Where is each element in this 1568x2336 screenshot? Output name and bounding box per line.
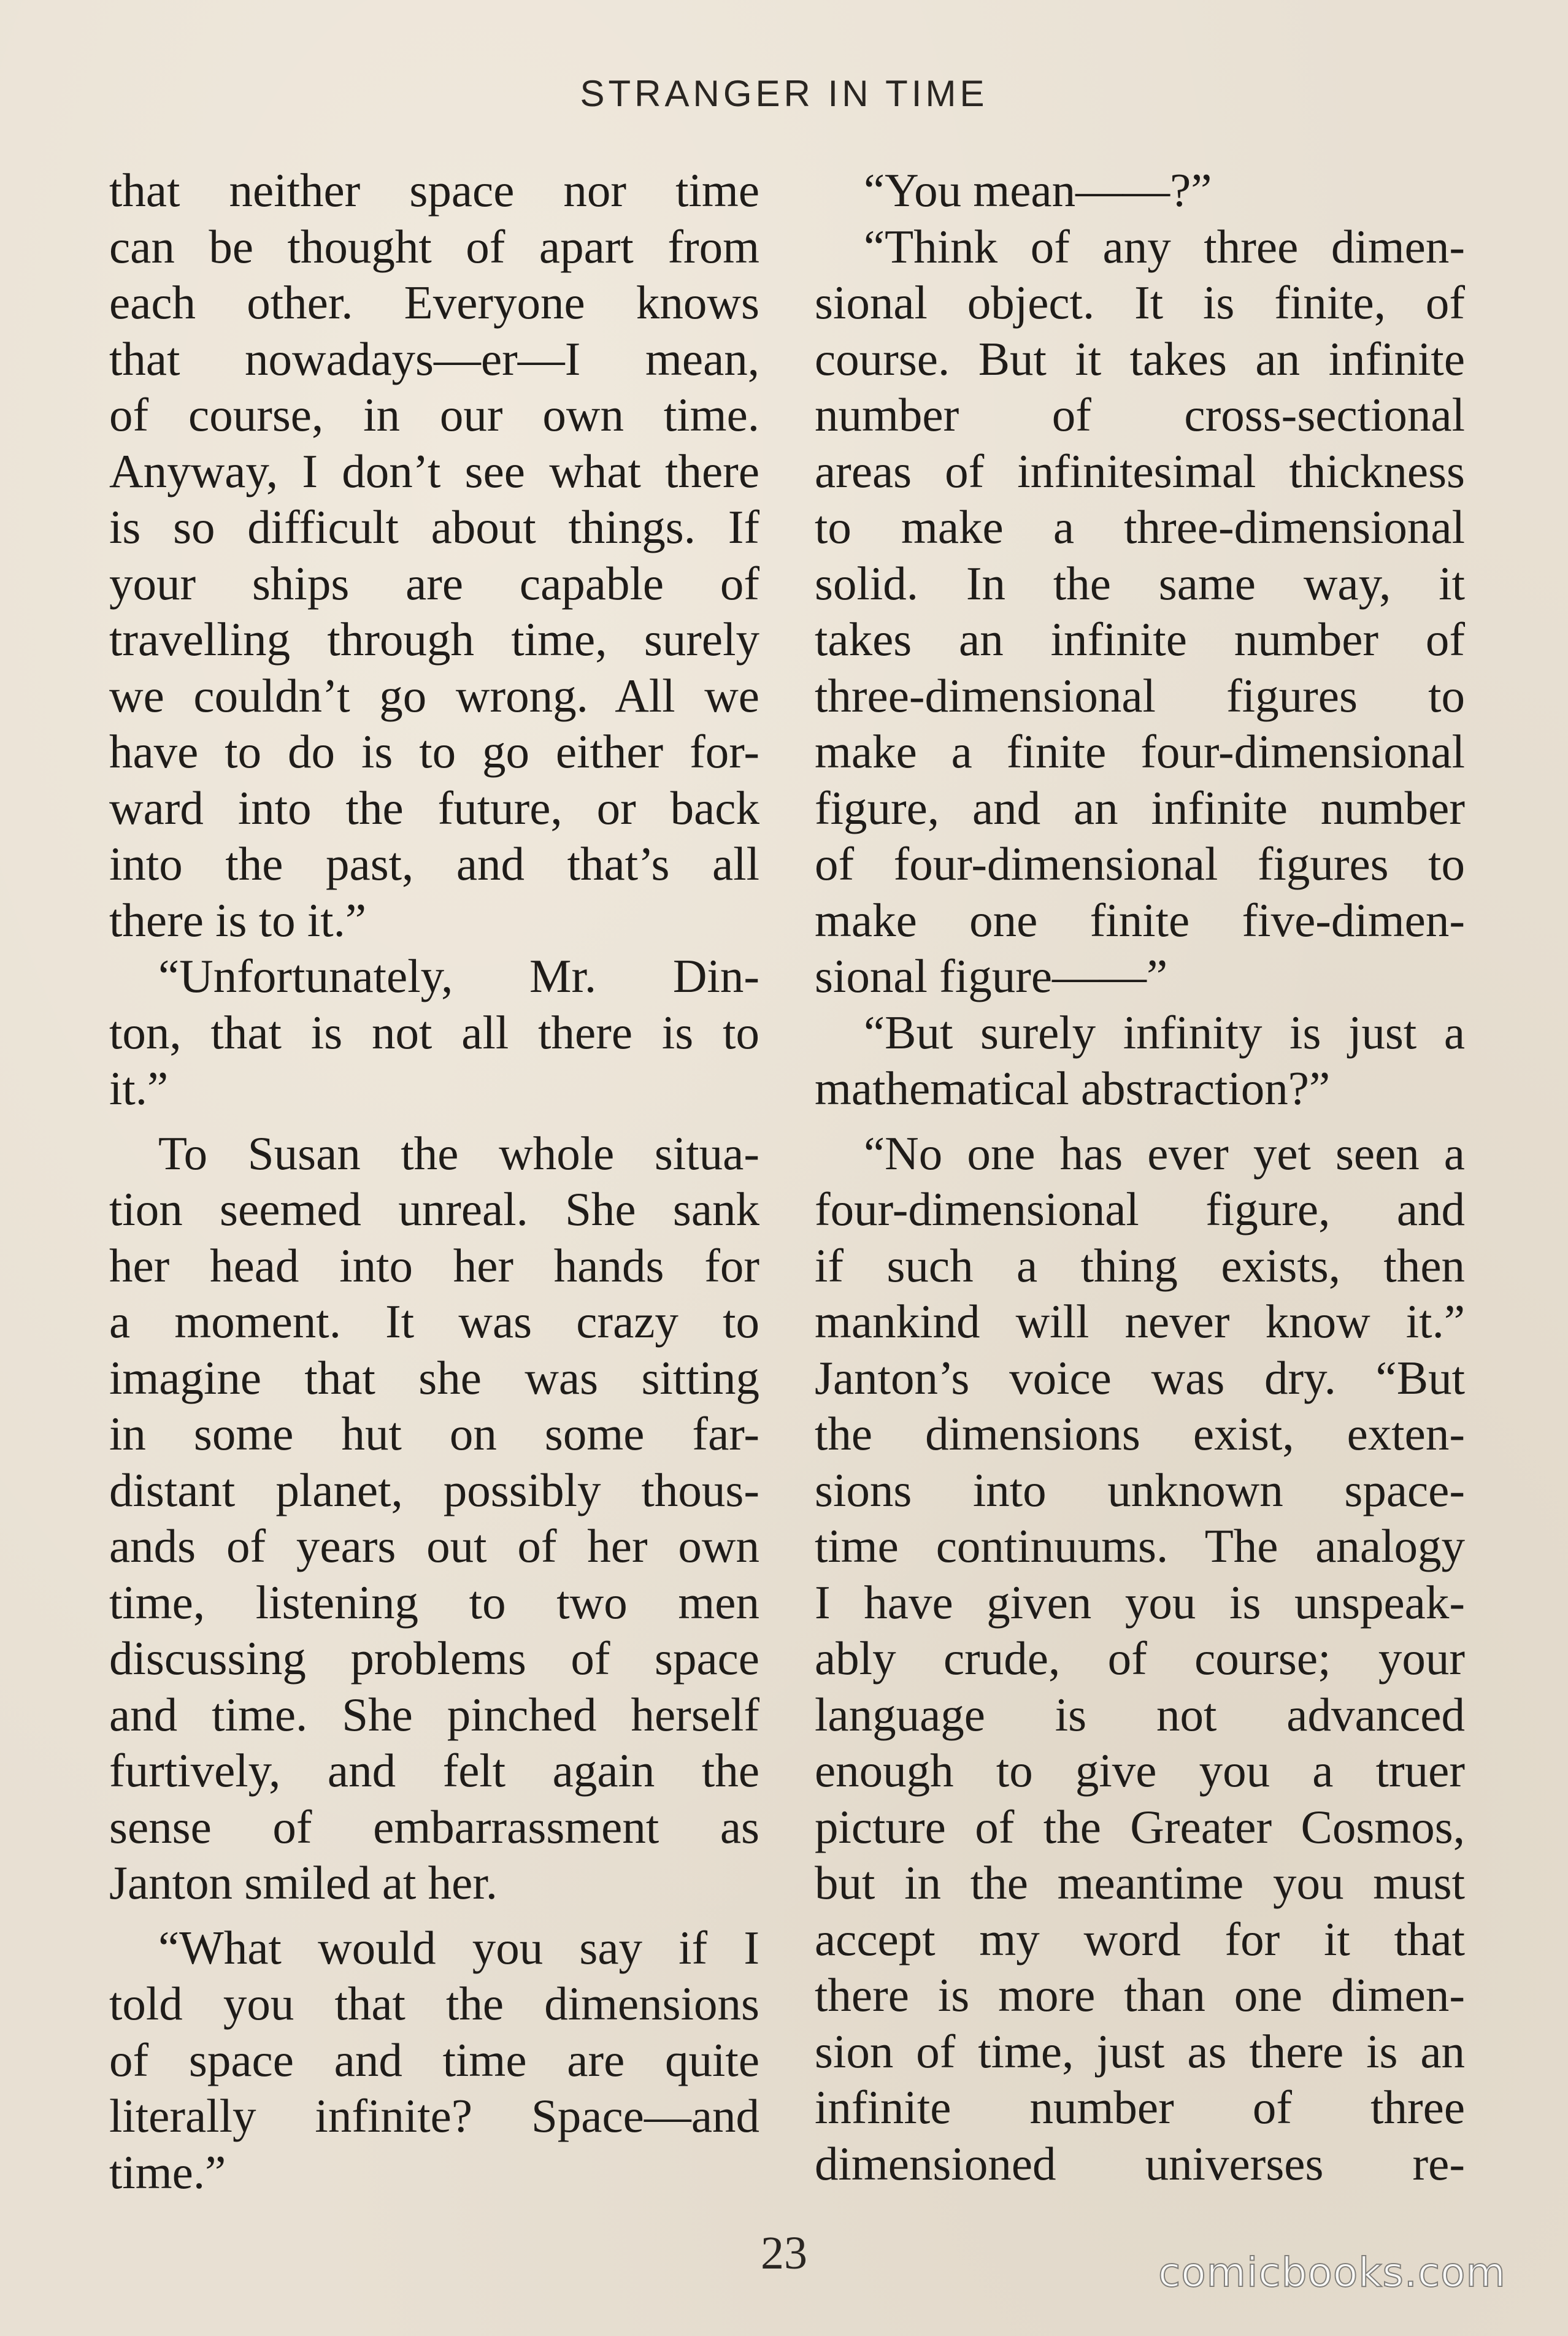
text-line: Janton smiled at her.	[109, 1856, 498, 1909]
text-line: number of cross-sectional	[815, 388, 1465, 441]
text-line: there is more than one dimen-	[815, 1969, 1465, 2021]
text-line: dimensioned universes re-	[815, 2137, 1465, 2190]
text-line: have to do is to go either for-	[109, 725, 759, 778]
text-line: told you that the dimensions	[109, 1977, 759, 2030]
text-line: mankind will never know it.”	[815, 1295, 1465, 1348]
text-line: figure, and an infinite number	[815, 781, 1465, 834]
text-line: sional object. It is finite, of	[815, 276, 1465, 329]
text-line: your ships are capable of	[109, 556, 759, 610]
text-line: language is not advanced	[815, 1688, 1465, 1741]
text-line: of four-dimensional figures to	[815, 837, 1465, 890]
text-line: To Susan the whole situa-	[158, 1126, 759, 1180]
text-line: three-dimensional figures to	[815, 669, 1465, 722]
watermark: comicbooks.com	[1158, 2249, 1506, 2296]
text-line: ton, that is not all there is to	[109, 1005, 759, 1059]
text-line: enough to give you a truer	[815, 1744, 1465, 1797]
text-line: tion seemed unreal. She sank	[109, 1183, 759, 1235]
text-line: discussing problems of space	[109, 1632, 759, 1685]
text-line: ably crude, of course; your	[815, 1632, 1465, 1685]
text-line: sense of embarrassment as	[109, 1800, 759, 1853]
text-line: “But surely infinity is just a	[864, 1005, 1465, 1059]
text-line: picture of the Greater Cosmos,	[815, 1800, 1465, 1853]
text-line: time continuums. The analogy	[815, 1520, 1465, 1572]
text-line: “No one has ever yet seen a	[864, 1126, 1465, 1180]
text-line: “You mean——?”	[864, 164, 1212, 217]
text-line: mathematical abstraction?”	[815, 1062, 1331, 1115]
text-line: in some hut on some far-	[109, 1407, 759, 1460]
text-line: a moment. It was crazy to	[109, 1295, 759, 1348]
text-line: her head into her hands for	[109, 1239, 759, 1292]
text-line: it.”	[109, 1062, 169, 1115]
text-line: “Think of any three dimen-	[864, 220, 1465, 273]
text-line: can be thought of apart from	[109, 220, 759, 273]
text-line: of course, in our own time.	[109, 388, 759, 441]
text-line: infinite number of three	[815, 2081, 1465, 2134]
text-line: that neither space nor time	[109, 164, 759, 217]
text-line: time.”	[109, 2145, 226, 2199]
text-line: course. But it takes an infinite	[815, 332, 1465, 385]
text-line: of space and time are quite	[109, 2033, 759, 2086]
text-line: literally infinite? Space—and	[109, 2089, 759, 2142]
text-line: imagine that she was sitting	[109, 1351, 759, 1404]
text-line: and time. She pinched herself	[109, 1688, 759, 1741]
text-line: but in the meantime you must	[815, 1856, 1465, 1909]
text-line: furtively, and felt again the	[109, 1744, 759, 1797]
text-line: make a finite four-dimensional	[815, 725, 1465, 778]
paragraph-gap	[815, 1117, 1465, 1126]
text-line: each other. Everyone knows	[109, 276, 759, 329]
page-number: 23	[761, 2227, 807, 2279]
paragraph-gap	[109, 1911, 759, 1920]
text-line: is so difficult about things. If	[109, 501, 759, 553]
text-line: accept my word for it that	[815, 1912, 1465, 1965]
text-line: that nowadays—er—I mean,	[109, 332, 759, 385]
text-line: sions into unknown space-	[815, 1463, 1465, 1516]
text-line: Janton’s voice was dry. “But	[815, 1351, 1465, 1404]
text-line: we couldn’t go wrong. All we	[109, 669, 759, 722]
text-line: time, listening to two men	[109, 1575, 759, 1629]
right-column	[815, 163, 1465, 2192]
text-line: “Unfortunately, Mr. Din-	[158, 950, 759, 1002]
text-line: “What would you say if I	[158, 1921, 759, 1974]
text-line: areas of infinitesimal thickness	[815, 444, 1465, 498]
text-line: sional figure——”	[815, 950, 1168, 1002]
text-line: there is to it.”	[109, 893, 367, 947]
text-line: I have given you is unspeak-	[815, 1575, 1465, 1629]
text-line: to make a three-dimensional	[815, 501, 1465, 553]
text-line: solid. In the same way, it	[815, 556, 1465, 610]
text-line: travelling through time, surely	[109, 613, 759, 666]
text-line: takes an infinite number of	[815, 613, 1465, 666]
running-head: STRANGER IN TIME	[580, 73, 988, 114]
left-column	[109, 163, 759, 2200]
text-line: ward into the future, or back	[109, 781, 759, 834]
text-line: if such a thing exists, then	[815, 1239, 1465, 1292]
text-line: ands of years out of her own	[109, 1520, 759, 1572]
text-line: distant planet, possibly thous-	[109, 1463, 759, 1516]
paragraph-gap	[109, 1117, 759, 1126]
text-line: make one finite five-dimen-	[815, 893, 1465, 947]
text-line: Anyway, I don’t see what there	[109, 444, 759, 498]
text-line: into the past, and that’s all	[109, 837, 759, 890]
text-line: four-dimensional figure, and	[815, 1183, 1465, 1235]
text-line: sion of time, just as there is an	[815, 2024, 1465, 2078]
text-line: the dimensions exist, exten-	[815, 1407, 1465, 1460]
